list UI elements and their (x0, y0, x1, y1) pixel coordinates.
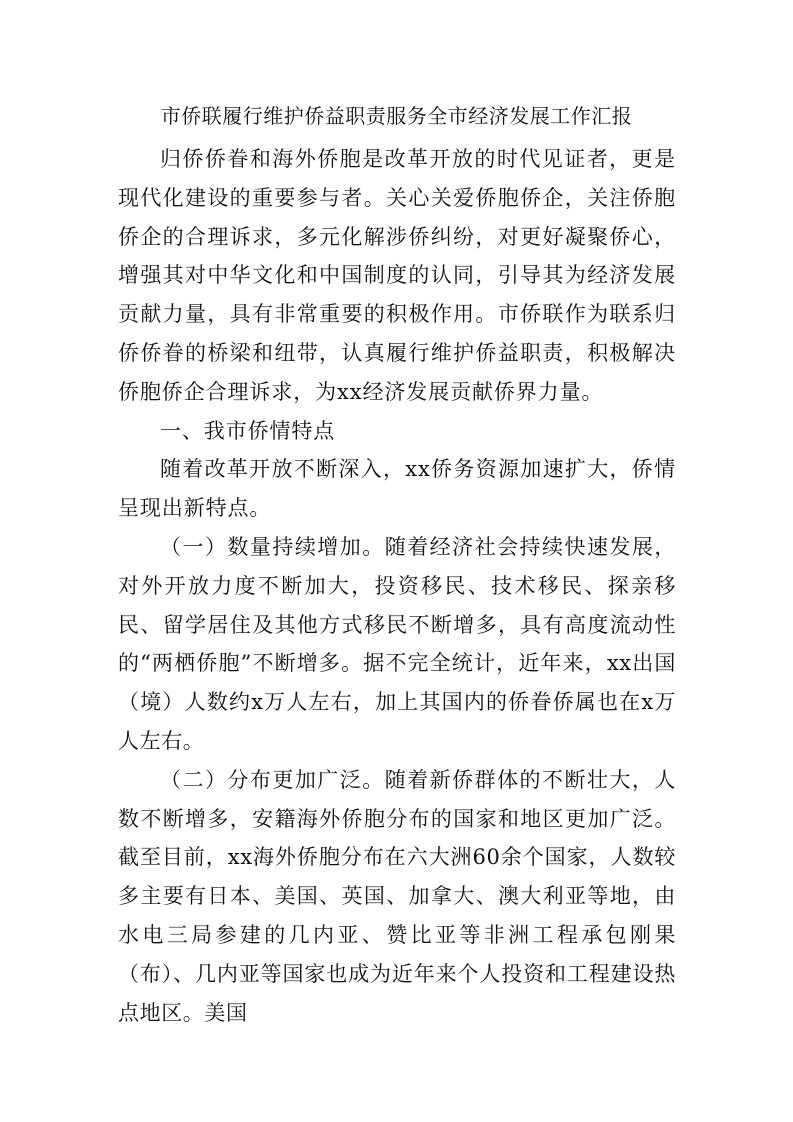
document-body (118, 140, 676, 1032)
intro-paragraph: 归侨侨眷和海外侨胞是改革开放的时代见证者，更是现代化建设的重要参与者。关心关爱侨胞侨企，关注侨胞侨企的合理诉求，多元化解涉侨纠纷，对更好凝聚侨心，增强其对中华文化和中国制度的认同，引导其为经济发展贡献力量，具有非常重要的积极作用。市侨联作为联系归侨侨眷的桥梁和纽带，认真履行维护侨益职责，积极解决侨胞侨企合理诉求，为xx经济发展贡献侨界力量。 (118, 147, 676, 404)
point-one-paragraph: （一）数量持续增加。随着经济社会持续快速发展，对外开放力度不断加大，投资移民、技术移民、探亲移民、留学居住及其他方式移民不断增多，具有高度流动性的“两栖侨胞”不断增多。据不完全统计，近年来，xx出国（境）人数约x万人左右，加上其国内的侨眷侨属也在x万人左右。 (118, 534, 676, 753)
section-intro-paragraph: 随着改革开放不断深入，xx侨务资源加速扩大，侨情呈现出新特点。 (118, 457, 676, 521)
section-heading: 一、我市侨情特点 (160, 418, 336, 443)
document-title: 市侨联履行维护侨益职责服务全市经济发展工作汇报 (160, 104, 633, 128)
point-two-paragraph: （二）分布更加广泛。随着新侨群体的不断壮大，人数不断增多，安籍海外侨胞分布的国家和地区更加广泛。截至目前，xx海外侨胞分布在六大洲60余个国家，人数较多主要有日本、美国、英国、加拿大、澳大利亚等地，由水电三局参建的几内亚、赞比亚等非洲工程承包刚果（布）、几内亚等国家也成为近年来个人投资和工程建设热点地区。美国 (118, 767, 676, 1025)
